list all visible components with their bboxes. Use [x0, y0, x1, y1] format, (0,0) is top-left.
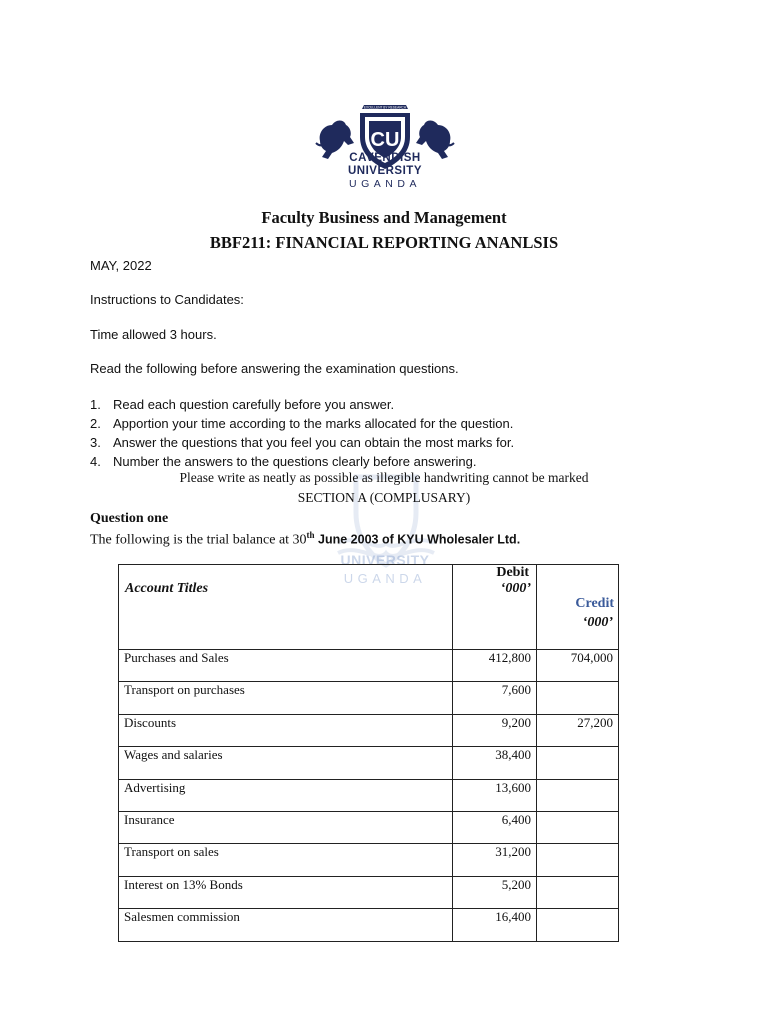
header-debit-unit: ‘000’: [500, 581, 531, 596]
question-title: Question one: [90, 511, 169, 526]
credit-cell: [537, 876, 619, 908]
list-item: [90, 433, 514, 452]
list-item-text: Number the answers to the questions clearly before answering.: [113, 454, 477, 469]
question-intro-prefix: The following is the trial balance at 30: [90, 532, 307, 548]
exam-date: MAY, 2022: [90, 258, 152, 273]
table-row: [119, 844, 619, 876]
watermark-text-uganda: UGANDA: [343, 571, 427, 586]
logo-text-university: UNIVERSITY: [347, 165, 422, 177]
account-cell: Wages and salaries: [119, 747, 453, 779]
watermark-text-university: UNIVERSITY: [340, 552, 430, 568]
table-row: [119, 909, 619, 941]
credit-cell: [537, 747, 619, 779]
header-credit-cell: [537, 565, 619, 650]
credit-cell: [537, 811, 619, 843]
list-item-text: Apportion your time according to the marks allocated for the question.: [113, 416, 514, 431]
question-intro-suffix: June 2003 of KYU Wholesaler Ltd.: [314, 532, 521, 547]
question-intro-sup: th: [306, 530, 315, 540]
list-item: [90, 395, 514, 414]
debit-cell: 16,400: [453, 909, 537, 941]
credit-cell: 27,200: [537, 714, 619, 746]
list-item-number: 1.: [90, 397, 101, 412]
list-item: [90, 452, 514, 471]
logo-banner-text: EXCELLENT BY RESEARCH: [363, 105, 407, 110]
account-cell: Transport on sales: [119, 844, 453, 876]
credit-cell: 704,000: [537, 650, 619, 682]
header-credit: Credit: [575, 596, 614, 611]
logo-text-cavendish: CAVENDISH: [349, 152, 421, 164]
handwriting-note: Please write as neatly as possible as illegible handwriting cannot be marked: [179, 470, 589, 485]
account-cell: Transport on purchases: [119, 682, 453, 714]
debit-cell: 13,600: [453, 779, 537, 811]
account-cell: Discounts: [119, 714, 453, 746]
table-row: [119, 650, 619, 682]
table-header-row: [119, 565, 619, 650]
header-credit-unit: ‘000’: [582, 615, 613, 630]
trial-balance-table: [118, 564, 619, 942]
account-cell: Insurance: [119, 811, 453, 843]
debit-cell: 6,400: [453, 811, 537, 843]
table-row: [119, 876, 619, 908]
faculty-title: Faculty Business and Management: [261, 208, 507, 227]
header-debit: Debit: [496, 565, 529, 580]
logo-emblem-letters: CU: [370, 129, 400, 151]
debit-cell: 31,200: [453, 844, 537, 876]
credit-cell: [537, 909, 619, 941]
read-following: Read the following before answering the examination questions.: [90, 361, 459, 376]
header-account-cell: [119, 565, 453, 650]
credit-cell: [537, 682, 619, 714]
list-item-text: Read each question carefully before you answer.: [113, 397, 395, 412]
course-title: BBF211: FINANCIAL REPORTING ANANLSIS: [209, 233, 559, 252]
account-cell: Purchases and Sales: [119, 650, 453, 682]
account-cell: Advertising: [119, 779, 453, 811]
instructions-list: [90, 395, 514, 471]
list-item-text: Answer the questions that you feel you can obtain the most marks for.: [113, 435, 515, 450]
question-intro: [90, 530, 520, 549]
account-cell: Salesmen commission: [119, 909, 453, 941]
time-allowed: Time allowed 3 hours.: [90, 327, 217, 342]
debit-cell: 412,800: [453, 650, 537, 682]
table-row: [119, 682, 619, 714]
credit-cell: [537, 779, 619, 811]
section-title: SECTION A (COMPLUSARY): [297, 490, 471, 505]
header-debit-cell: [453, 565, 537, 650]
debit-cell: 5,200: [453, 876, 537, 908]
logo-text-uganda: UGANDA: [349, 178, 421, 190]
debit-cell: 7,600: [453, 682, 537, 714]
account-cell: Interest on 13% Bonds: [119, 876, 453, 908]
instructions-title: Instructions to Candidates:: [90, 292, 244, 307]
table-row: [119, 779, 619, 811]
table-row: [119, 811, 619, 843]
list-item: [90, 414, 514, 433]
debit-cell: 9,200: [453, 714, 537, 746]
table-row: [119, 714, 619, 746]
debit-cell: 38,400: [453, 747, 537, 779]
list-item-number: 3.: [90, 435, 101, 450]
header-account: Account Titles: [125, 581, 209, 596]
list-item-number: 2.: [90, 416, 101, 431]
list-item-number: 4.: [90, 454, 101, 469]
credit-cell: [537, 844, 619, 876]
table-row: [119, 747, 619, 779]
